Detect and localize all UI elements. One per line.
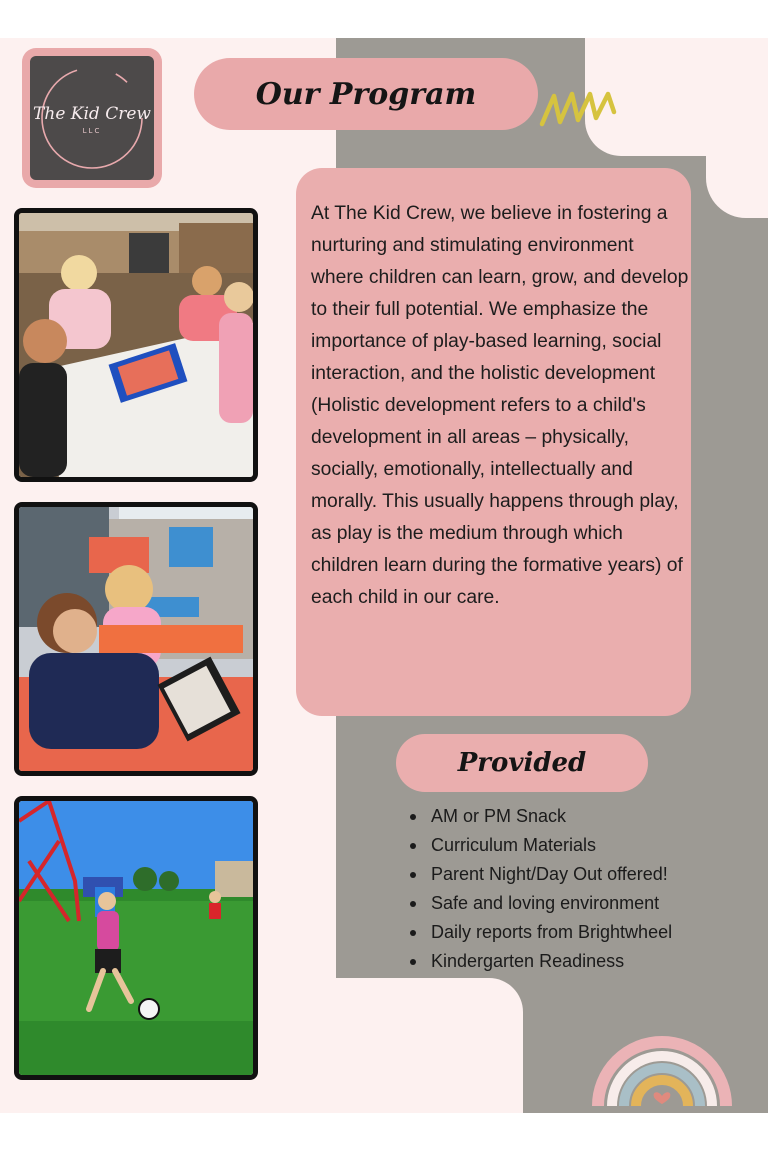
- logo-name: The Kid Crew: [33, 104, 151, 124]
- playground-illustration: [19, 801, 253, 1075]
- logo-sub: LLC: [82, 127, 102, 135]
- squiggle-icon: [538, 86, 622, 132]
- list-item: [408, 889, 672, 918]
- list-item-label: Daily reports from Brightwheel: [431, 922, 673, 942]
- rainbow-icon: [592, 1008, 732, 1108]
- kids-crafts-illustration: [19, 213, 253, 477]
- list-item: [408, 802, 672, 831]
- photo-girls-chairs: [14, 502, 258, 776]
- bullet-icon: [410, 959, 416, 965]
- bullet-icon: [410, 930, 416, 936]
- bottom-left-cream: [300, 978, 523, 1113]
- photo-kids-crafts: [14, 208, 258, 482]
- bullet-icon: [410, 814, 416, 820]
- list-item-label: AM or PM Snack: [431, 806, 567, 826]
- girls-chairs-illustration: [19, 507, 253, 771]
- list-item: [408, 831, 672, 860]
- bullet-icon: [410, 872, 416, 878]
- list-item-label: Parent Night/Day Out offered!: [431, 864, 668, 884]
- provided-list: [408, 802, 672, 976]
- provided-pill: [396, 734, 648, 792]
- page-title: Our Program: [255, 76, 477, 112]
- list-item: [408, 860, 672, 889]
- list-item: [408, 947, 672, 976]
- page-background: [0, 38, 768, 1113]
- list-item-label: Kindergarten Readiness: [431, 951, 625, 971]
- right-cutout: [706, 98, 768, 218]
- list-item-label: Curriculum Materials: [431, 835, 597, 855]
- intro-text-box: [296, 168, 691, 716]
- list-item-label: Safe and loving environment: [431, 893, 660, 913]
- photo-playground: [14, 796, 258, 1080]
- provided-title: Provided: [457, 748, 587, 778]
- list-item: [408, 918, 672, 947]
- logo-frame: [22, 48, 162, 188]
- bullet-icon: [410, 901, 416, 907]
- logo: [30, 56, 154, 180]
- title-pill: [194, 58, 538, 130]
- bullet-icon: [410, 843, 416, 849]
- intro-paragraph: At The Kid Crew, we believe in fostering a nurturing and stimulating environment where children can learn, grow, and develop to their full potential. We emphasize the importance of play-based learning, social interaction, and the holistic development (Holistic development refers to a child's development in all areas – physically, socially, emotionally, intellectually and morally. This usually happens through play, as play is the medium through which children learn during the formative years) of each child in our care.: [311, 203, 689, 608]
